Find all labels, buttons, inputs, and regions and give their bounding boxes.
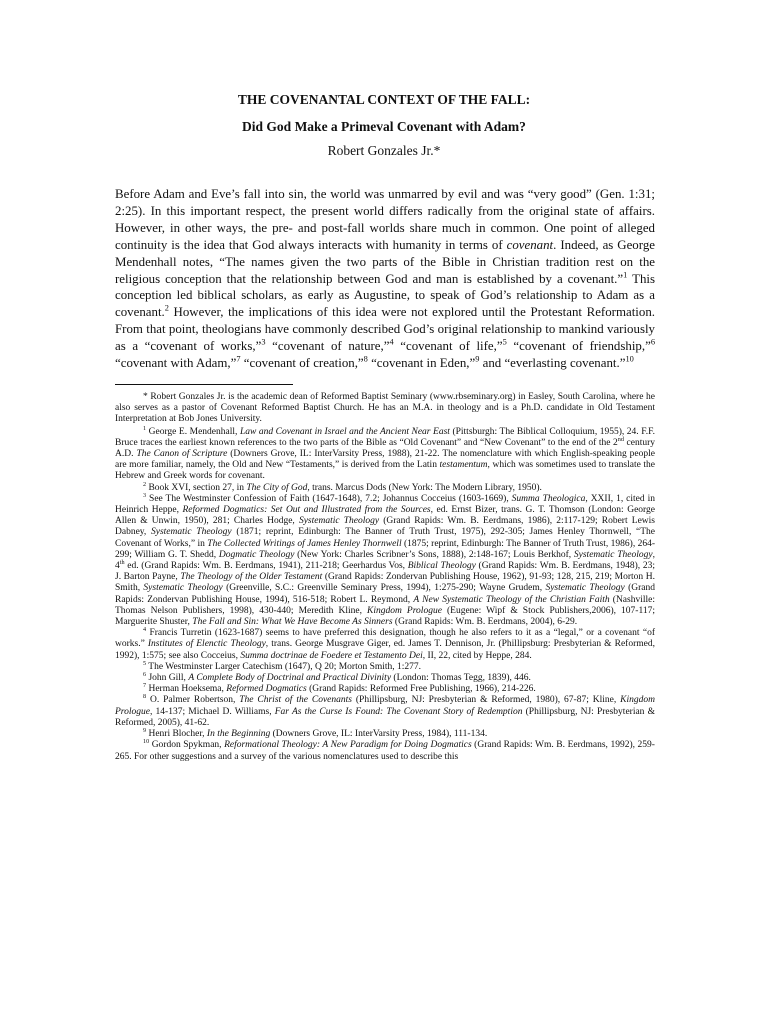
footnote-title: Institutes of Elenctic Theology <box>147 639 266 650</box>
footnote-text: , 4 <box>115 549 655 572</box>
body-text: “covenant with Adam,” <box>115 356 237 371</box>
body-text: and “everlasting covenant.” <box>479 356 626 371</box>
footnote-2 <box>115 483 655 494</box>
footnote-text: John Gill, <box>146 673 189 684</box>
footnote-text: , ed. Ernst Bizer, trans. G. T. Thomson (London: George Allen & Unwin, 1950), 281; Charles Hodge, <box>115 505 656 527</box>
footnote-title: Systematic Theology <box>573 549 653 560</box>
footnote-text: (1875; reprint, Edinburgh: The Banner of Truth Trust, 1986), 264-299; William G. T. Shedd, <box>115 538 656 560</box>
footnote-6 <box>115 673 655 684</box>
footnote-number: 8 <box>143 694 147 701</box>
body-text: “covenant of life,” <box>393 339 503 354</box>
footnote-text: (Greenville, S.C.: Greenville Seminary Press, 1994), 1:275-290; Wayne Grudem, <box>222 583 546 594</box>
footnote-text: (Pittsburgh: The Biblical Colloquium, 1955), 24. F.F. Bruce traces the earliest known references to the two parts of the Bible as “Old Covenant” and “New Covenant” to the end of the 2 <box>115 426 656 448</box>
footnote-3 <box>115 494 655 628</box>
footnote-text: , XXII, 1, cited in Heinrich Heppe, <box>115 493 655 516</box>
footnote-number: 5 <box>143 660 147 667</box>
footnote-text: (Phillipsburg, NJ: Presbyterian & Reformed, 2005), 41-62. <box>115 706 655 728</box>
footnote-text: The Westminster Larger Catechism (1647), Q 20; Morton Smith, 1:277. <box>146 661 422 672</box>
footnote-title: Dogmatic Theology <box>218 549 295 560</box>
footnote-text: , II, 22, cited by Heppe, 284. <box>422 650 532 661</box>
footnote-title: In the Beginning <box>206 729 271 740</box>
footnote-ref: 1 <box>623 270 628 280</box>
footnote-number: 1 <box>143 425 147 432</box>
document-title: THE COVENANTAL CONTEXT OF THE FALL: <box>237 92 531 107</box>
footnote-divider <box>115 384 293 385</box>
body-text: “covenant in Eden,” <box>367 356 476 371</box>
footnote-title: Kingdom Prologue <box>367 605 442 616</box>
footnote-title: Reformed Dogmatics: Set Out and Illustrated from the Sources <box>182 505 431 516</box>
footnote-text: Gordon Spykman, <box>149 740 225 751</box>
footnote-text: Francis Turretin (1623-1687) seems to have preferred this designation, though he also refers to it as a “legal,” or a covenant “of works.” <box>115 628 655 650</box>
author-line: Robert Gonzales Jr.* <box>327 143 441 158</box>
footnote-text: See The Westminster Confession of Faith (1647-1648), 7.2; Johannus Cocceius (1603-1669), <box>146 493 512 504</box>
body-text: Before Adam and Eve’s fall into sin, the world was unmarred by evil and was “very good” (Gen. 1:31; 2:25). In this important respect, the present world differs radically from the original state of affairs. However, in other ways, the pre- and post-fall worlds share much in common. One point of alleged continuity is the idea that God always interacts with humanity in terms of <box>115 187 655 252</box>
footnote-text: (Grand Rapids: Reformed Free Publishing, 1966), 214-226. <box>306 684 536 695</box>
footnote-title: Reformational Theology: A New Paradigm for Doing Dogmatics <box>224 740 472 751</box>
footnote-number: 6 <box>143 671 147 678</box>
footnote-author: * Robert Gonzales Jr. is the academic dean of Reformed Baptist Seminary (www.rbseminary.org) in Easley, South Carolina, where he also serves as a pastor of Covenant Reformed Baptist Church. He has an M.A. in theology and is a Ph.D. candidate in Old Testament Interpretation at Bob Jones University. <box>115 392 655 425</box>
footnote-title: Systematic Theology <box>545 583 625 594</box>
footnote-text: (1871; reprint, Edinburgh: The Banner of Truth Trust, 1975), 292-305; James Henley Thornwell, “The Covenant of Works,” in <box>115 527 655 549</box>
footnote-ref: 10 <box>625 354 634 364</box>
footnote-text: , trans. George Musgrave Giger, ed. James T. Dennison, Jr. (Phillipsburg: Presbyterian & Reformed, 1992), 1:575; see also Cocceius, <box>115 639 655 661</box>
footnote-title: The Collected Writings of James Henley Thornwell <box>207 538 402 549</box>
footnote-title: Systematic Theology <box>298 516 380 527</box>
footnote-7 <box>115 684 655 695</box>
footnote-text: O. Palmer Robertson, <box>146 695 240 706</box>
body-text: . Indeed, as George Mendenhall notes, “The names given the two parts of the Bible in Christian tradition rest on the religious conception that the relationship between God and man is established by a covenant.” <box>115 237 655 286</box>
body-text: However, the implications of this idea were not explored until the Protestant Reformation. From that point, theologians have commonly described God’s original relationship to mankind variously as a “covenant of works,” <box>115 305 655 354</box>
footnote-text: (Grand Rapids: Wm. B. Eerdmans, 2004), 6-29. <box>392 617 578 628</box>
ordinal-suffix: th <box>119 559 125 566</box>
footnote-text: Book XVI, section 27, in <box>146 482 247 493</box>
footnote-text: (Nashville: Thomas Nelson Publishers, 1998), 430-440; Meredith Kline, <box>115 594 655 616</box>
ordinal-suffix: nd <box>617 436 624 443</box>
body-text: “covenant of creation,” <box>240 356 364 371</box>
body-emphasis: covenant <box>506 237 554 252</box>
body-paragraph <box>115 186 655 372</box>
footnote-text: ed. (Grand Rapids: Wm. B. Eerdmans, 1941), 211-218; Geerhardus Vos, <box>124 561 408 572</box>
footnote-title: The City of God <box>246 482 308 493</box>
footnote-title: Summa Theologica <box>511 493 586 504</box>
footnote-text: (Eugene: Wipf & Stock Publishers,2006), 107-117; Marguerite Shuster, <box>115 605 655 628</box>
footnote-title: The Canon of Scripture <box>136 449 228 460</box>
footnote-number: 3 <box>143 492 147 499</box>
footnote-number: 9 <box>143 727 147 734</box>
footnote-ref: 9 <box>475 354 480 364</box>
footnote-title: Kingdom Prologue <box>115 695 655 717</box>
footnote-title: testamentum <box>439 460 488 471</box>
footnote-title: Biblical Theology <box>407 561 476 572</box>
footnotes <box>115 392 655 763</box>
footnote-text: (Downers Grove, IL: InterVarsity Press, 1988), 21-22. The nomenclature with which English-speaking people are more familiar, namely, the Old and New “Testaments,” is derived from the Latin <box>115 449 655 471</box>
body-text: This conception led biblical scholars, as early as Augustine, to speak of God’s relationship to Adam as a covenant. <box>115 271 655 320</box>
footnote-ref: 6 <box>650 337 656 347</box>
footnote-9 <box>115 729 655 740</box>
footnote-number: 10 <box>143 739 150 746</box>
footnote-text: century A.D. <box>115 437 655 460</box>
footnote-ref: 4 <box>389 337 394 347</box>
footnote-text: Herman Hoeksema, <box>146 684 227 695</box>
footnote-title: A Complete Body of Doctrinal and Practical Divinity <box>188 673 392 684</box>
body-text: “covenant of friendship,” <box>506 339 651 354</box>
footnote-text: , which was sometimes used to translate the Hebrew and Greek words for covenant. <box>115 460 656 482</box>
footnote-4 <box>115 628 655 662</box>
footnote-text: (New York: Charles Scribner’s Sons, 1888), 2:148-167; Louis Berkhof, <box>294 549 574 560</box>
footnote-ref: 7 <box>236 354 241 364</box>
footnote-text: (Grand Rapids: Zondervan Publishing House, 1962), 91-93; 128, 215, 219; Morton H. Smith, <box>115 572 655 594</box>
footnote-10 <box>115 740 655 762</box>
footnote-text: , trans. Marcus Dods (New York: The Modern Library, 1950). <box>307 482 542 493</box>
footnote-title: The Theology of the Older Testament <box>180 572 323 583</box>
footnote-text: (Grand Rapids: Wm. B. Eerdmans, 1992), 259-265. For other suggestions and a survey of the various nomenclatures used to describe this <box>115 740 655 762</box>
footnote-text: (Downers Grove, IL: InterVarsity Press, 1984), 111-134. <box>270 729 488 740</box>
footnote-title: A New Systematic Theology of the Christian Faith <box>413 594 610 605</box>
footnote-number: 7 <box>143 683 147 690</box>
footnote-title: Law and Covenant in Israel and the Ancient Near East <box>239 426 450 437</box>
footnote-5 <box>115 662 655 673</box>
footnote-text: Henri Blocher, <box>146 729 207 740</box>
footnote-number: 2 <box>143 481 147 488</box>
footnote-ref: 8 <box>363 354 368 364</box>
footnote-ref: 2 <box>164 304 169 314</box>
footnote-title: Summa doctrinae de Foedere et Testamento Dei <box>240 650 423 661</box>
footnote-title: Systematic Theology <box>143 583 223 594</box>
body-text: “covenant of nature,” <box>265 339 390 354</box>
footnote-text: George E. Mendenhall, <box>146 426 240 437</box>
footnote-text: (Phillipsburg, NJ: Presbyterian & Reformed, 1980), 67-87; Kline, <box>351 695 621 706</box>
footnote-title: The Fall and Sin: What We Have Become As Sinners <box>192 617 393 628</box>
footnote-text: (Grand Rapids: Zondervan Publishing House, 1994), 516-518; Robert L. Reymond, <box>115 583 656 605</box>
footnote-8 <box>115 695 655 729</box>
footnote-number: 4 <box>143 627 147 634</box>
document-subtitle: Did God Make a Primeval Covenant with Adam? <box>242 119 526 134</box>
footnote-title: Far As the Curse Is Found: The Covenant Story of Redemption <box>274 706 523 717</box>
footnote-text: , 14-137; Michael D. Williams, <box>150 706 275 717</box>
footnote-title: Systematic Theology <box>150 527 232 538</box>
footnote-title: The Christ of the Covenants <box>239 695 352 706</box>
footnote-ref: 5 <box>502 337 507 347</box>
footnote-text: (Grand Rapids: Wm. B. Eerdmans, 1948), 23; J. Barton Payne, <box>115 561 656 583</box>
footnote-text: (London: Thomas Tegg, 1839), 446. <box>391 673 531 684</box>
footnote-text: (Grand Rapids: Wm. B. Eerdmans, 1986), 2:117-129; Robert Lewis Dabney, <box>115 516 655 538</box>
footnote-1 <box>115 427 655 483</box>
footnote-title: Reformed Dogmatics <box>226 684 307 695</box>
footnote-ref: 3 <box>261 337 266 347</box>
